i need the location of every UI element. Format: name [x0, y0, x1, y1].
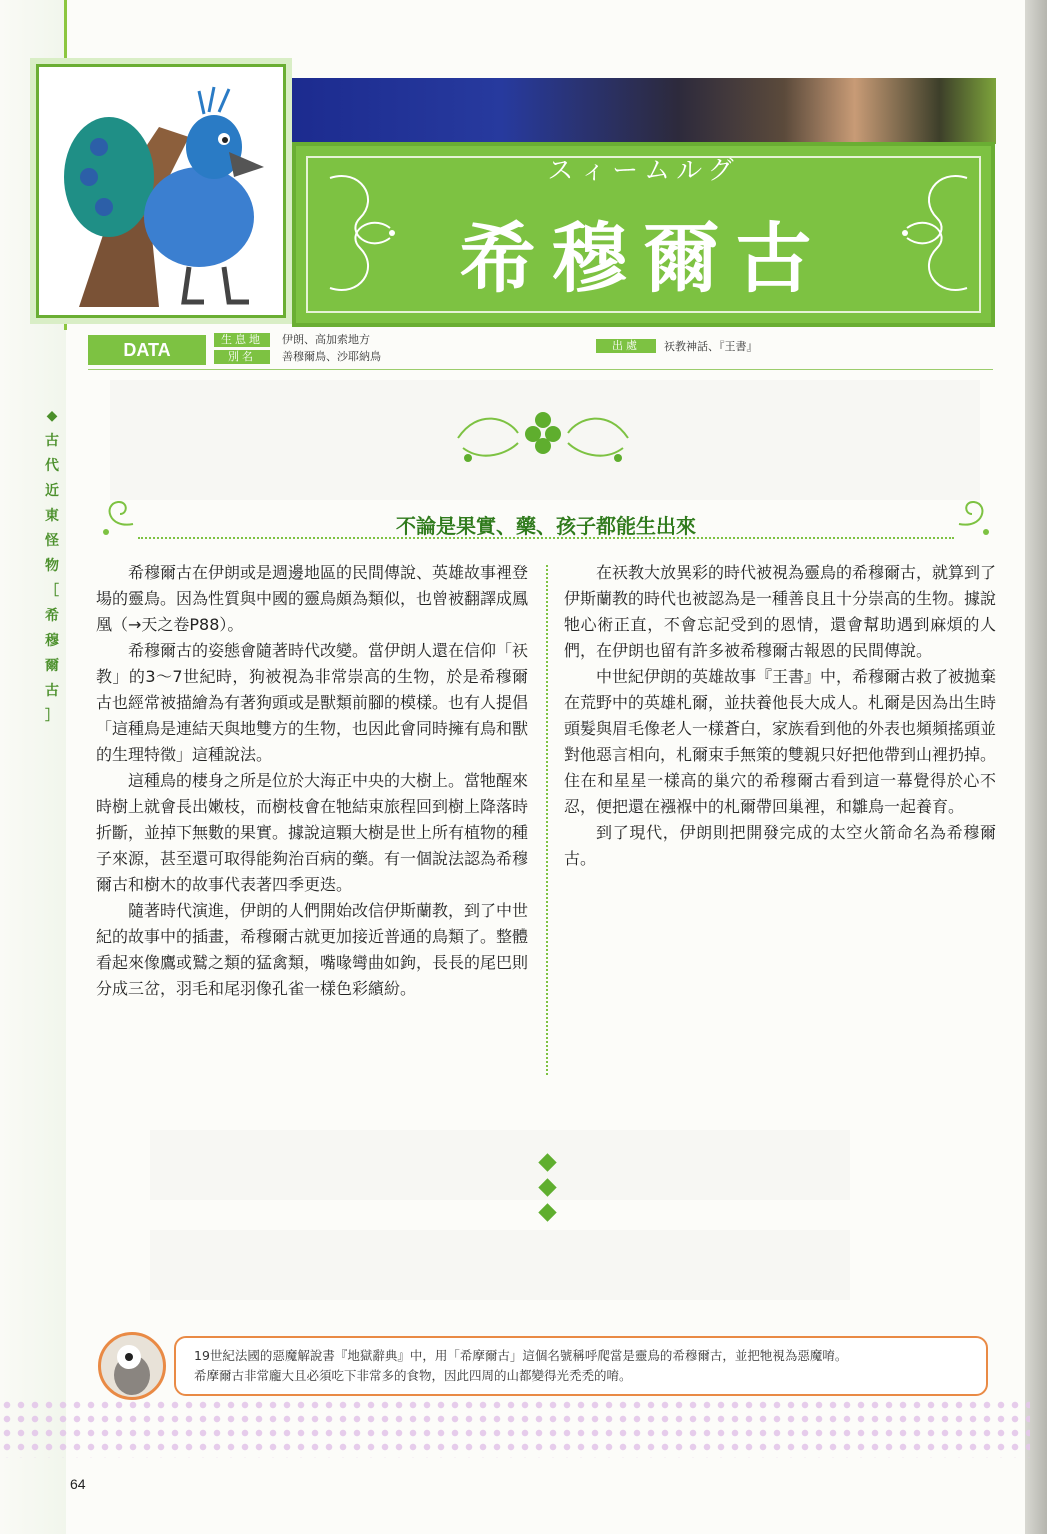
footnote-text: [194, 1346, 976, 1386]
side-char: 希: [45, 608, 59, 624]
alias-tag: 別名: [214, 350, 270, 364]
show-through-mark: [150, 1130, 850, 1200]
show-through-mark: [150, 1230, 850, 1300]
side-char: 怪: [45, 533, 59, 549]
peacock-bird-illustration: [39, 67, 283, 315]
diamond-shape: [538, 1203, 556, 1221]
side-char: 近: [45, 483, 59, 499]
side-char: 穆: [45, 633, 59, 649]
paragraph: 中世紀伊朗的英雄故事『王書』中，希穆爾古救了被拋棄在荒野中的英雄札爾，並扶養他長大成人。札爾是因為出生時頭髮與眉毛像老人一樣蒼白，家族看到他的外表也頻頻搖頭並對他惡言相向，札爾束手無策的雙親只好把他帶到山裡扔掉。住在和星星一樣高的巢穴的希穆爾古看到這一幕覺得於心不忍，便把還在襁褓中的札爾帶回巢裡，和雛鳥一起養育。: [564, 667, 997, 816]
footnote-line: 19世紀法國的惡魔解說書『地獄辭典』中，用「希摩爾古」這個名號稱呼爬當是靈鳥的希穆爾古，並把牠視為惡魔唷。: [194, 1348, 848, 1363]
habitat-tag: 生息地: [214, 333, 270, 347]
chapter-side-label: [42, 404, 62, 729]
creature-illustration: [36, 64, 286, 318]
alias-value: 善穆爾鳥、沙耶納鳥: [282, 350, 381, 363]
side-diamond: ◆: [46, 408, 58, 424]
side-char: 物: [45, 558, 59, 574]
source-value: 祆教神話、『王書』: [664, 340, 758, 353]
paragraph: 希穆爾古的姿態會隨著時代改變。當伊朗人還在信仰「祆教」的3～7世紀時，狗被視為非常崇高的生物，於是希穆爾古也經常被描繪為有著狗頭或是獸類前腳的模樣。也有人提倡「這種鳥是連結天與地雙方的生物，也因此會同時擁有鳥和獸的生理特徵」這種說法。: [96, 641, 529, 764]
header-illustration-band: [290, 78, 996, 144]
side-char: ［: [45, 583, 59, 599]
side-char: 代: [45, 458, 59, 474]
section-title: 不論是果實、藥、孩子都能生出來: [396, 514, 696, 538]
clover-ornament: [448, 398, 638, 468]
section-heading: [98, 508, 994, 538]
paragraph: 在祆教大放異彩的時代被視為靈鳥的希穆爾古，就算到了伊斯蘭教的時代也被認為是一種善良且十分崇高的生物。據說牠心術正直，不會忘記受到的恩情，還會幫助遇到麻煩的人們，在伊朗也留有許多被希穆爾古報恩的民間傳說。: [564, 563, 997, 660]
data-bar: [88, 333, 993, 370]
source-tag: 出處: [596, 339, 656, 353]
diamond-shape: [538, 1153, 556, 1171]
side-char: 爾: [45, 658, 59, 674]
right-text-column: [564, 560, 996, 872]
paragraph: 到了現代，伊朗則把開發完成的太空火箭命名為希穆爾古。: [564, 823, 996, 868]
habitat-value: 伊朗、高加索地方: [282, 333, 370, 346]
side-char: 古: [45, 683, 59, 699]
paragraph: 隨著時代演進，伊朗的人們開始改信伊斯蘭教，到了中世紀的故事中的插畫，希穆爾古就更加接近普通的鳥類了。整體看起來像鷹或鷲之類的猛禽類，嘴喙彎曲如鉤，長長的尾巴則分成三岔，羽毛和尾羽像孔雀一樣色彩繽紛。: [96, 901, 529, 998]
paragraph: 這種鳥的棲身之所是位於大海正中央的大樹上。當牠醒來時樹上就會長出嫩枝，而樹枝會在牠結束旅程回到樹上降落時折斷，並掉下無數的果實。據說這顆大樹是世上所有植物的種子來源，甚至還可取得能夠治百病的藥。有一個說法認為希穆爾古和樹木的故事代表著四季更迭。: [96, 771, 529, 894]
diamond-ornament: [538, 1156, 558, 1231]
page-spine-edge: [1025, 0, 1047, 1534]
side-char: 古: [45, 433, 59, 449]
left-text-column: [96, 560, 528, 1002]
page-title: 希穆爾古: [459, 214, 828, 303]
footnote-bubble: [174, 1336, 988, 1396]
side-char: 東: [45, 508, 59, 524]
dot-pattern-band: [0, 1398, 1030, 1458]
side-char: ］: [45, 708, 59, 724]
column-divider: [546, 565, 548, 1075]
footnote-line: 希摩爾古非常龐大且必須吃下非常多的食物，因此四周的山都變得光禿禿的唷。: [194, 1368, 632, 1383]
page-number: 64: [70, 1476, 86, 1492]
heading-flourish-right: [954, 494, 994, 540]
title-kana: スィームルグ: [547, 156, 740, 186]
mascot-avatar: [98, 1332, 166, 1400]
mascot-icon: [101, 1335, 163, 1397]
diamond-shape: [538, 1178, 556, 1196]
paragraph: 希穆爾古在伊朗或是週邊地區的民間傳說、英雄故事裡登場的靈鳥。因為性質與中國的靈鳥頗為類似，也曾被翻譯成鳳凰（→天之卷P88）。: [96, 563, 529, 634]
data-label: DATA: [88, 335, 206, 365]
